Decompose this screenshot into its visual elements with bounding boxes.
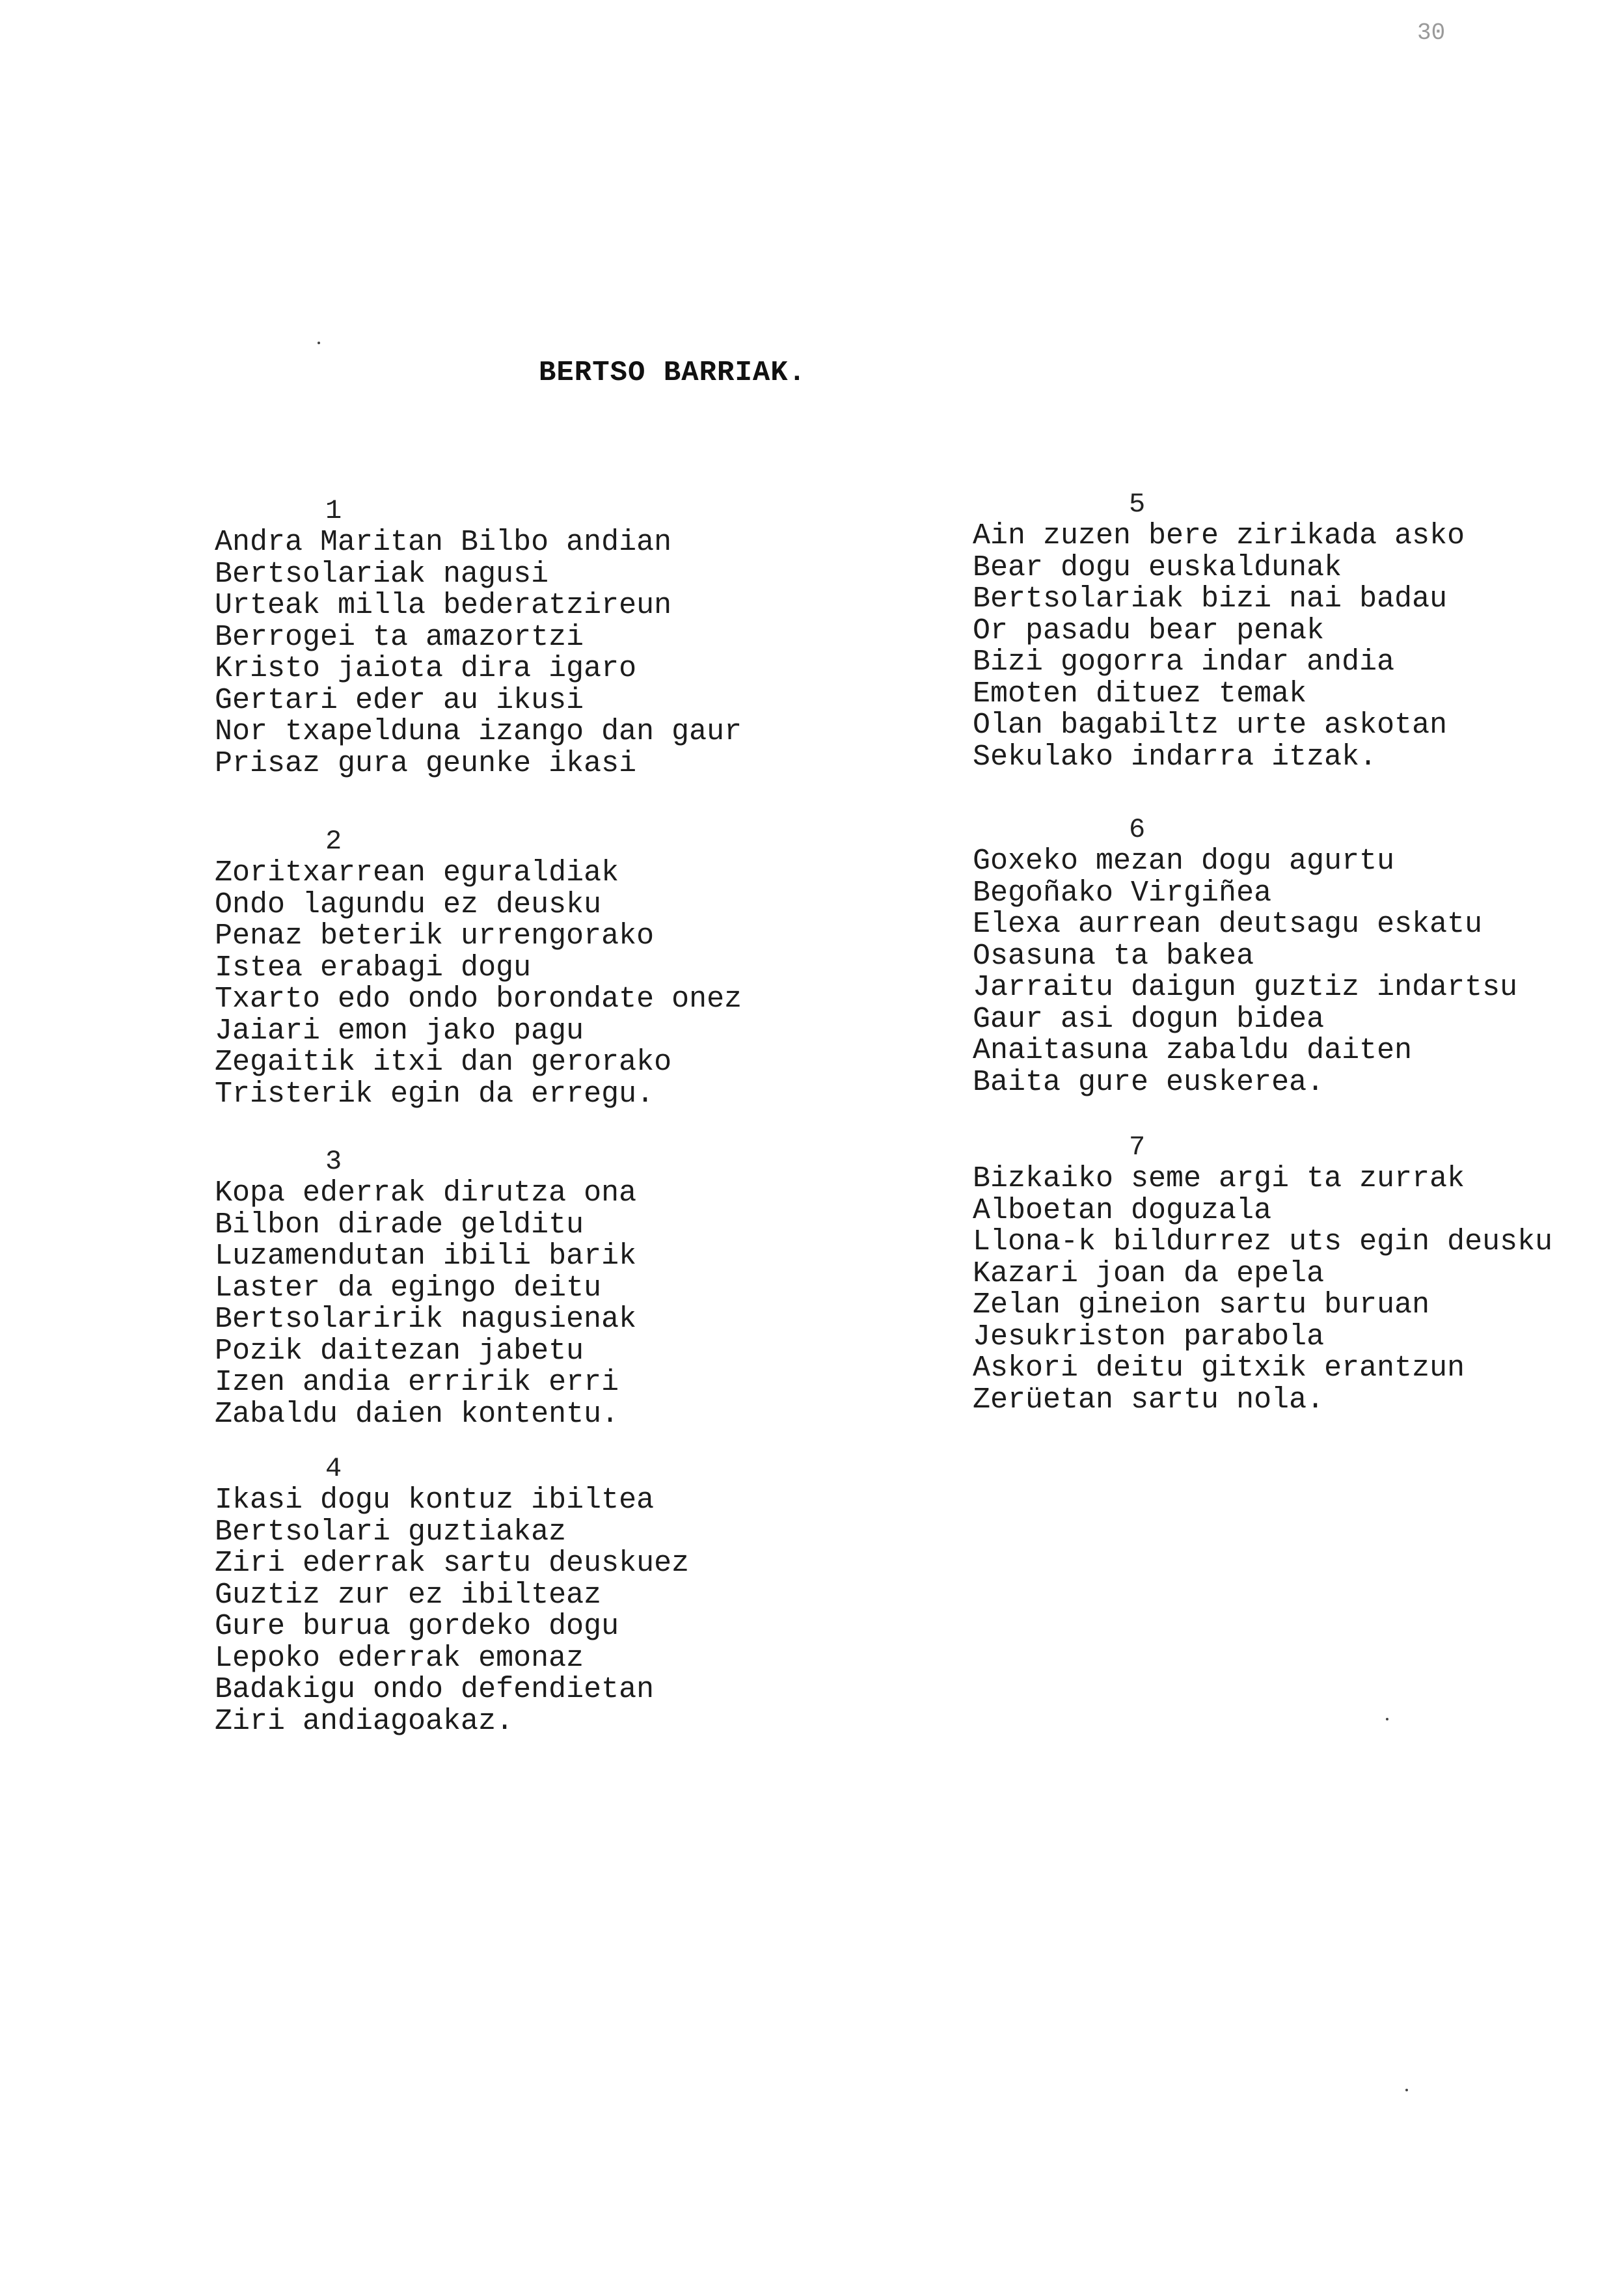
stanza-1 — [215, 495, 878, 780]
stanza-lines — [973, 846, 1624, 1098]
verse-line: Zegaitik itxi dan gerorako — [215, 1046, 672, 1079]
verse-line: Bertsolariak nagusi — [215, 557, 549, 591]
stanza-lines — [215, 858, 878, 1110]
stanza-number: 5 — [1129, 489, 1146, 520]
verse-line: Begoñako Virgiñea — [973, 876, 1272, 910]
stanza-number: 1 — [325, 495, 342, 526]
stanza-4 — [215, 1452, 878, 1737]
verse-line: Zerüetan sartu nola. — [973, 1383, 1325, 1417]
verse-line: Istea erabagi dogu — [215, 951, 532, 985]
verse-line: Elexa aurrean deutsagu eskatu — [973, 908, 1483, 941]
stanza-7 — [973, 1131, 1624, 1416]
stanza-lines — [215, 1178, 878, 1430]
scan-speck — [1386, 1718, 1388, 1720]
verse-line: Bertsolariak bizi nai badau — [973, 582, 1448, 616]
verse-line: Lepoko ederrak emonaz — [215, 1641, 584, 1675]
scan-speck — [1405, 2089, 1408, 2091]
verse-line: Ikasi dogu kontuz ibiltea — [215, 1484, 655, 1517]
verse-line: Berrogei ta amazortzi — [215, 620, 584, 654]
verse-line: Ziri andiagoakaz. — [215, 1704, 514, 1738]
verse-line: Zelan gineion sartu buruan — [973, 1288, 1430, 1322]
stanza-6 — [973, 813, 1624, 1098]
stanza-2 — [215, 825, 878, 1110]
verse-line: Bear dogu euskaldunak — [973, 550, 1342, 584]
verse-line: Bizkaiko seme argi ta zurrak — [973, 1162, 1465, 1195]
stanza-number: 4 — [325, 1453, 342, 1484]
verse-line: Bizi gogorra indar andia — [973, 645, 1395, 679]
verse-line: Bertsolari guztiakaz — [215, 1515, 567, 1549]
stanza-lines — [215, 1485, 878, 1737]
verse-line: Urteak milla bederatzireun — [215, 589, 672, 622]
verse-line: Nor txapelduna izango dan gaur — [215, 715, 742, 748]
stanza-5 — [973, 488, 1624, 773]
stanza-number: 3 — [325, 1146, 342, 1177]
verse-line: Gertari eder au ikusi — [215, 683, 584, 717]
verse-line: Zabaldu daien kontentu. — [215, 1397, 619, 1431]
verse-line: Baita gure euskerea. — [973, 1065, 1325, 1099]
stanza-3 — [215, 1145, 878, 1430]
verse-line: Olan bagabiltz urte askotan — [973, 709, 1448, 742]
verse-line: Prisaz gura geunke ikasi — [215, 746, 637, 780]
verse-line: Luzamendutan ibili barik — [215, 1240, 637, 1273]
page-number: 30 — [1417, 20, 1446, 46]
verse-line: Alboetan doguzala — [973, 1193, 1272, 1227]
verse-line: Zoritxarrean eguraldiak — [215, 856, 619, 890]
verse-line: Izen andia erririk erri — [215, 1366, 619, 1399]
verse-line: Goxeko mezan dogu agurtu — [973, 845, 1395, 878]
verse-line: Anaitasuna zabaldu daiten — [973, 1034, 1413, 1067]
verse-line: Llona-k bildurrez uts egin deusku — [973, 1225, 1553, 1258]
verse-line: Ain zuzen bere zirikada asko — [973, 519, 1465, 552]
page-title: BERTSO BARRIAK. — [539, 357, 807, 389]
stanza-lines — [215, 527, 878, 780]
stanza-number: 6 — [1129, 814, 1146, 845]
stanza-lines — [973, 1163, 1624, 1416]
verse-line: Askori deitu gitxik erantzun — [973, 1352, 1465, 1385]
verse-line: Osasuna ta bakea — [973, 939, 1254, 973]
stanza-lines — [973, 521, 1624, 773]
verse-line: Or pasadu bear penak — [973, 614, 1325, 647]
verse-line: Kristo jaiota dira igaro — [215, 652, 637, 685]
verse-line: Badakigu ondo defendietan — [215, 1673, 655, 1706]
verse-line: Bilbon dirade gelditu — [215, 1208, 584, 1242]
stanza-number: 2 — [325, 826, 342, 857]
verse-line: Sekulako indarra itzak. — [973, 740, 1377, 774]
verse-line: Kopa ederrak dirutza ona — [215, 1176, 637, 1210]
verse-line: Laster da egingo deitu — [215, 1271, 602, 1305]
verse-line: Penaz beterik urrengorako — [215, 919, 655, 953]
verse-line: Andra Maritan Bilbo andian — [215, 526, 672, 559]
stanza-number: 7 — [1129, 1132, 1146, 1163]
verse-line: Pozik daitezan jabetu — [215, 1334, 584, 1368]
verse-line: Gure burua gordeko dogu — [215, 1610, 619, 1643]
verse-line: Jaiari emon jako pagu — [215, 1014, 584, 1048]
verse-line: Guztiz zur ez ibilteaz — [215, 1578, 602, 1612]
scan-speck — [318, 342, 320, 344]
verse-line: Gaur asi dogun bidea — [973, 1002, 1325, 1036]
verse-line: Emoten dituez temak — [973, 677, 1307, 711]
verse-line: Kazari joan da epela — [973, 1256, 1325, 1290]
verse-line: Tristerik egin da erregu. — [215, 1077, 655, 1111]
verse-line: Jarraitu daigun guztiz indartsu — [973, 971, 1518, 1004]
verse-line: Bertsolaririk nagusienak — [215, 1303, 637, 1336]
verse-line: Jesukriston parabola — [973, 1320, 1325, 1353]
verse-line: Txarto edo ondo borondate onez — [215, 983, 742, 1016]
verse-line: Ziri ederrak sartu deuskuez — [215, 1547, 690, 1580]
verse-line: Ondo lagundu ez deusku — [215, 888, 602, 921]
